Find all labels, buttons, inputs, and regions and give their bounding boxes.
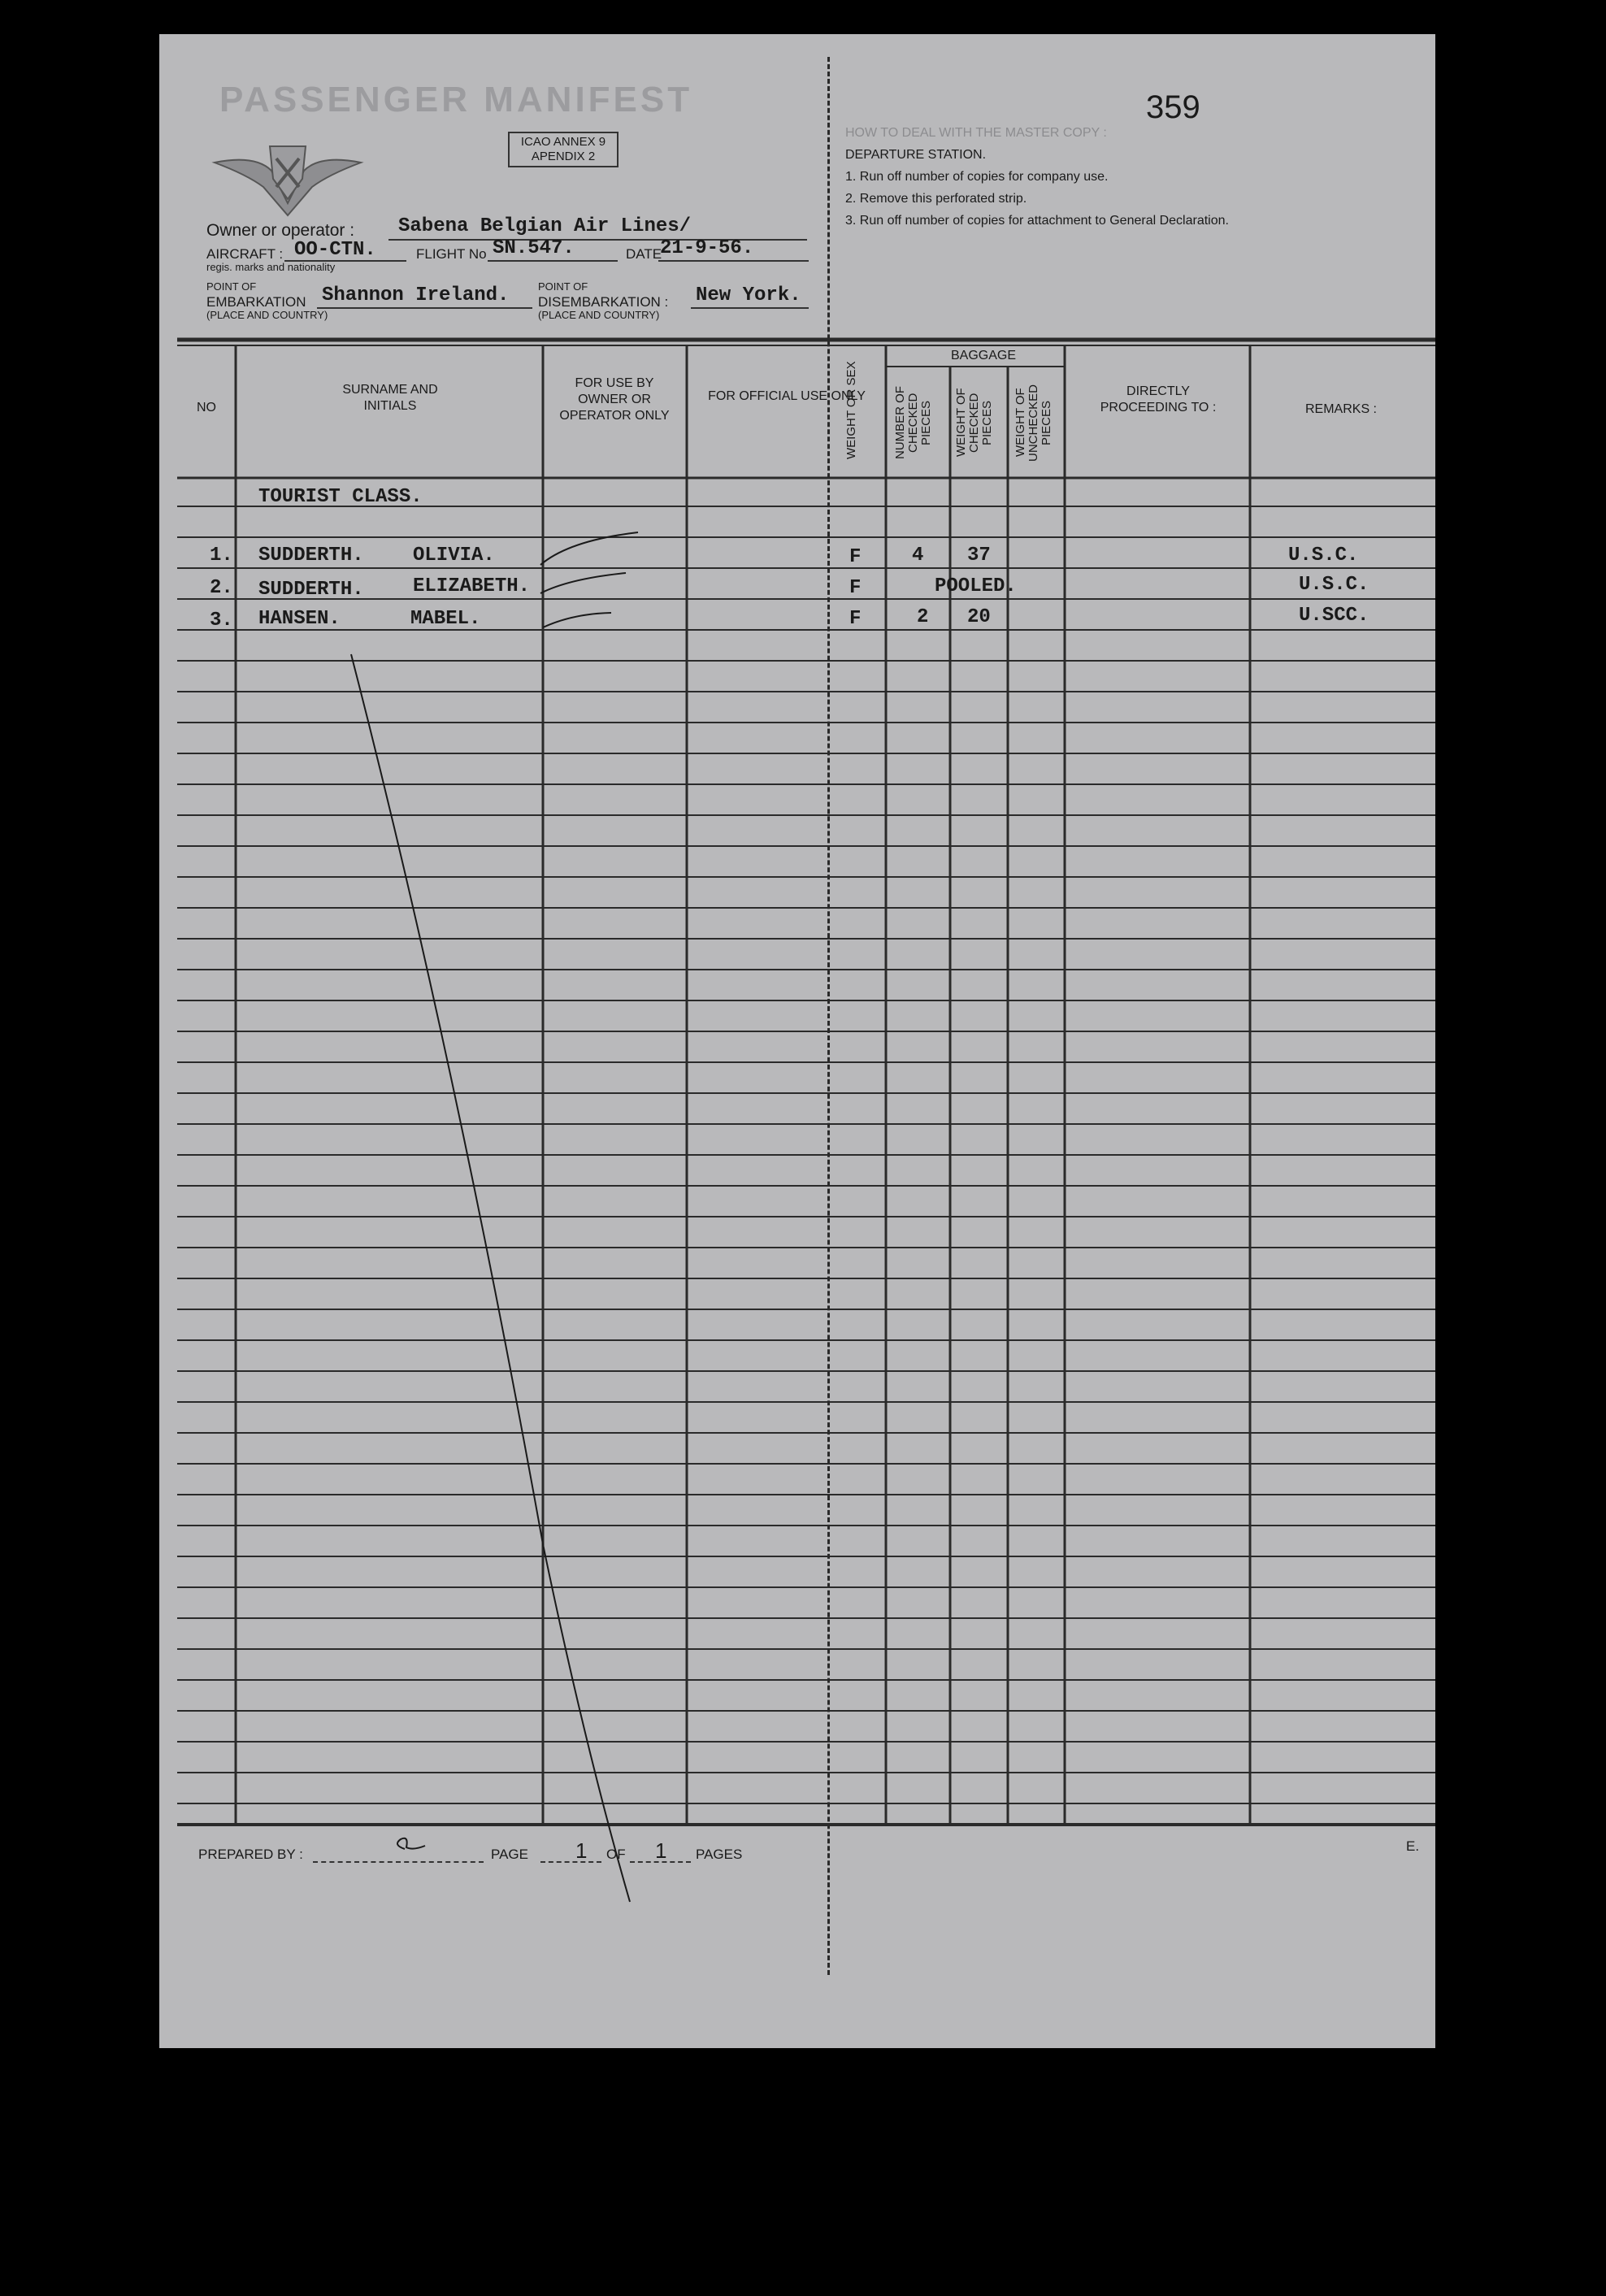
form-title: PASSENGER MANIFEST <box>219 80 693 119</box>
row-number: 2. <box>210 577 233 599</box>
header-remarks: REMARKS : <box>1304 402 1377 416</box>
disembark-value: New York. <box>696 284 801 306</box>
passenger-initials: ELIZABETH. <box>413 575 531 597</box>
header-official: FOR OFFICIAL USE ONLY <box>708 389 866 403</box>
embark-label-2: EMBARKATION <box>206 294 306 310</box>
header-checked-num: NUMBER OF CHECKED PIECES <box>893 386 933 459</box>
flight-label: FLIGHT No <box>416 246 487 262</box>
passenger-surname: HANSEN. <box>258 608 341 630</box>
owner-value: Sabena Belgian Air Lines/ <box>398 215 692 237</box>
header-directly: DIRECTLY PROCEEDING TO : <box>1100 384 1217 414</box>
header-baggage: BAGGAGE <box>950 349 1017 362</box>
class-label: TOURIST CLASS. <box>258 486 423 508</box>
passenger-surname: SUDDERTH. <box>258 579 364 601</box>
checked-weight: 37 <box>967 545 991 566</box>
instructions-heading: HOW TO DEAL WITH THE MASTER COPY : <box>845 126 1107 140</box>
aircraft-sublabel: regis. marks and nationality <box>206 261 336 273</box>
date-label: DATE <box>626 246 662 262</box>
passenger-initials: MABEL. <box>410 608 481 630</box>
embark-label-3: (PLACE AND COUNTRY) <box>206 309 328 321</box>
disembark-label-3: (PLACE AND COUNTRY) <box>538 309 660 321</box>
checked-weight: POOLED. <box>935 575 1017 597</box>
header-weight-sex: WEIGHT OR SEX <box>844 361 858 460</box>
of-label: OF <box>606 1847 626 1862</box>
row-number: 1. <box>210 545 233 566</box>
checked-pieces: 2 <box>917 606 929 628</box>
checked-pieces: 4 <box>912 545 924 566</box>
header-owner-use: FOR USE BY OWNER OR OPERATOR ONLY <box>559 376 670 423</box>
corner-mark: E. <box>1406 1838 1420 1854</box>
disembark-label-2: DISEMBARKATION : <box>538 294 669 310</box>
prepared-by-label: PREPARED BY : <box>198 1847 303 1862</box>
disembark-label-1: POINT OF <box>538 280 588 293</box>
passenger-surname: SUDDERTH. <box>258 545 364 566</box>
passenger-initials: OLIVIA. <box>413 545 495 566</box>
owner-label: Owner or operator : <box>206 221 355 240</box>
passenger-remarks: U.S.C. <box>1288 545 1359 566</box>
instruction-item: 1. Run off number of copies for company use. <box>845 170 1109 184</box>
header-no: NO <box>197 401 216 414</box>
instruction-item: 3. Run off number of copies for attachment to General Declaration. <box>845 214 1229 228</box>
passenger-remarks: U.S.C. <box>1299 574 1369 596</box>
passenger-sex: F <box>849 577 862 599</box>
aircraft-value: OO-CTN. <box>294 239 376 261</box>
row-number: 3. <box>210 610 233 632</box>
header-unchecked: WEIGHT OF UNCHECKED PIECES <box>1014 384 1053 462</box>
passenger-remarks: U.SCC. <box>1299 605 1369 627</box>
departure-station-heading: DEPARTURE STATION. <box>845 148 987 162</box>
page-number: 359 <box>1146 89 1200 125</box>
checked-weight: 20 <box>967 606 991 628</box>
icao-annex-line: ICAO ANNEX 9 <box>520 135 606 149</box>
page-label: PAGE <box>491 1847 528 1862</box>
embark-value: Shannon Ireland. <box>322 284 510 306</box>
pages-label: PAGES <box>696 1847 743 1862</box>
header-surname: SURNAME AND INITIALS <box>342 383 438 413</box>
date-value: 21-9-56. <box>660 237 754 259</box>
header-checked-weight: WEIGHT OF CHECKED PIECES <box>954 388 994 458</box>
passenger-sex: F <box>849 546 862 568</box>
aircraft-label: AIRCRAFT : <box>206 246 284 262</box>
embark-label-1: POINT OF <box>206 280 257 293</box>
page-value: 1 <box>575 1838 588 1863</box>
flight-value: SN.547. <box>493 237 575 259</box>
instruction-item: 2. Remove this perforated strip. <box>845 192 1027 206</box>
icao-appendix-line: APENDIX 2 <box>531 150 596 163</box>
of-value: 1 <box>655 1838 667 1863</box>
passenger-sex: F <box>849 608 862 630</box>
initials-signature <box>388 1833 429 1857</box>
